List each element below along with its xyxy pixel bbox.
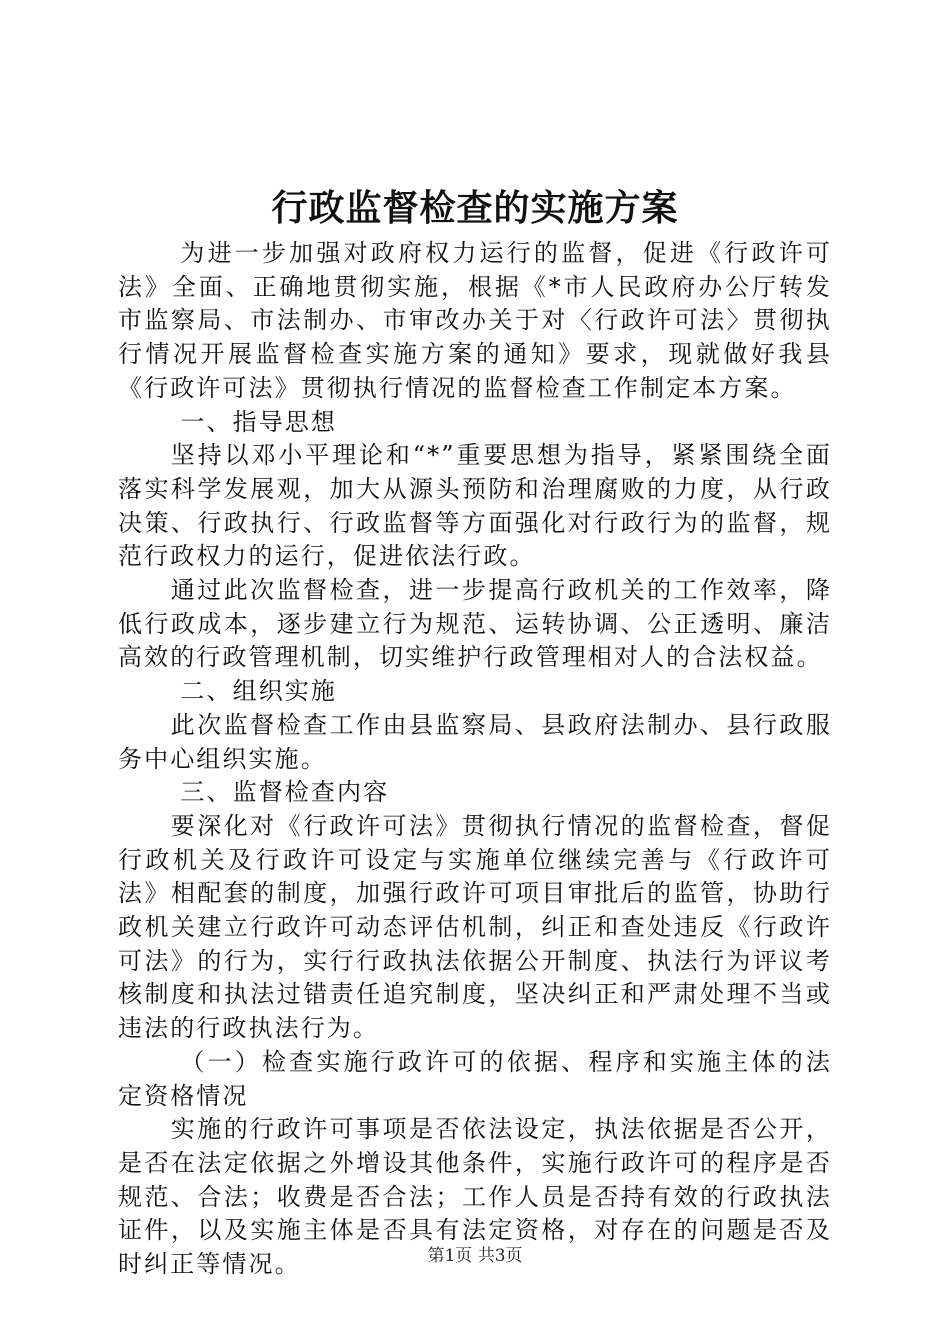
document-title: 行政监督检查的实施方案 bbox=[271, 187, 679, 229]
intro-paragraph: 为进一步加强对政府权力运行的监督，促进《行政许可法》全面、正确地贯彻实施，根据《*市人民政府办公厅转发市监察局、市法制办、市审改办关于对〈行政许可法〉贯彻执行情况开展监督检查实施方案的通知》要求，现就做好我县《行政许可法》贯彻执行情况的监督检查工作制定本方案。 bbox=[118, 239, 832, 402]
body-paragraph: 实施的行政许可事项是否依法设定，执法依据是否公开，是否在法定依据之外增设其他条件，实施行政许可的程序是否规范、合法；收费是否合法；工作人员是否持有效的行政执法证件，以及实施主体是否具有法定资格，对存在的问题是否及时纠正等情况。 bbox=[118, 1115, 832, 1279]
section-heading-inspection-content: 三、监督检查内容 bbox=[180, 778, 390, 807]
body-paragraph: 要深化对《行政许可法》贯彻执行情况的监督检查，督促行政机关及行政许可设定与实施单位继续完善与《行政许可法》相配套的制度，加强行政许可项目审批后的监管，协助行政机关建立行政许可动态评估机制，纠正和查处违反《行政许可法》的行为，实行行政执法依据公开制度、执法行为评议考核制度和执法过错责任追究制度，坚决纠正和严肃处理不当或违法的行政执法行为。 bbox=[118, 811, 832, 1043]
subsection-heading-1: （一）检查实施行政许可的依据、程序和实施主体的法定资格情况 bbox=[118, 1047, 832, 1110]
document-body bbox=[118, 237, 832, 1282]
body-paragraph: 坚持以邓小平理论和“*”重要思想为指导，紧紧围绕全面落实科学发展观，加大从源头预防和治理腐败的力度，从行政决策、行政执行、行政监督等方面强化对行政行为的监督，规范行政权力的运行，促进依法行政。 bbox=[118, 441, 832, 571]
section-heading-organization: 二、组织实施 bbox=[180, 677, 337, 706]
body-paragraph: 此次监督检查工作由县监察局、县政府法制办、县行政服务中心组织实施。 bbox=[118, 710, 832, 773]
page-number-footer: 第1页 共3页 bbox=[427, 1246, 523, 1266]
section-heading-guiding-ideology: 一、指导思想 bbox=[180, 407, 337, 436]
body-paragraph: 通过此次监督检查，进一步提高行政机关的工作效率，降低行政成本，逐步建立行为规范、运转协调、公正透明、廉洁高效的行政管理机制，切实维护行政管理相对人的合法权益。 bbox=[118, 576, 832, 672]
